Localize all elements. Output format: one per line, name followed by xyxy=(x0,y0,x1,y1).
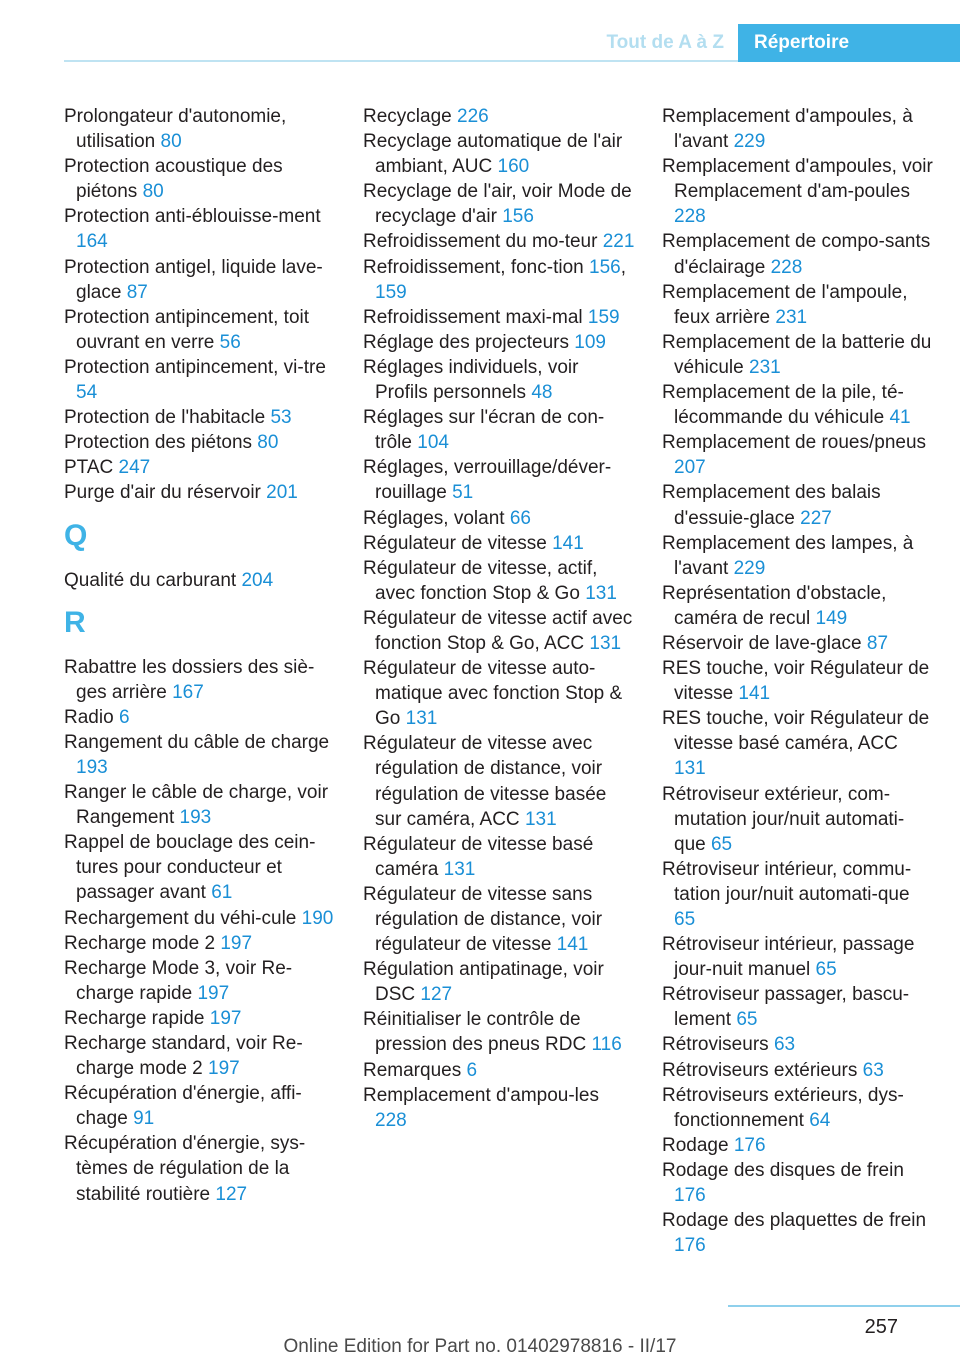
page-number-rule xyxy=(728,1305,960,1307)
index-entry-text: Régulation antipatinage, voir DSC xyxy=(363,959,604,1006)
page-link[interactable]: 201 xyxy=(266,482,298,504)
index-entry-text: Réglages, verrouillage/déver‐rouillage xyxy=(363,457,612,504)
index-entry-text: Remplacement de compo‐sants d'éclairage xyxy=(662,231,931,278)
index-entry xyxy=(662,104,934,154)
index-entry-text: Recharge rapide xyxy=(64,1007,205,1029)
index-entry xyxy=(64,1006,336,1031)
page-link[interactable]: 228 xyxy=(375,1109,407,1131)
page-link[interactable]: 231 xyxy=(775,306,808,328)
index-entry xyxy=(662,154,934,229)
index-entry-text: Rétroviseur intérieur, passage jour-nuit manuel xyxy=(662,934,915,981)
page-link[interactable]: 228 xyxy=(770,256,803,278)
page-link[interactable]: 156 xyxy=(589,256,621,278)
index-entry-text: Recharge mode 2 xyxy=(64,932,216,954)
index-entry xyxy=(64,255,336,305)
page-link[interactable]: 131 xyxy=(405,708,438,730)
index-entry-text: RES touche, voir Régulateur de vitesse basé caméra, ACC xyxy=(662,708,930,755)
index-entry-text: Régulateur de vitesse auto‐matique avec fonction Stop & Go xyxy=(363,658,623,730)
section-letter: R xyxy=(64,605,86,639)
index-entry-text: Remplacement d'ampoules, à l'avant xyxy=(662,106,913,153)
index-entry-text: Remplacement de la pile, té‐lécommande du véhicule xyxy=(662,382,904,429)
index-entry-text: Réservoir de lave-glace xyxy=(662,632,862,654)
index-entry xyxy=(363,229,635,254)
index-entry xyxy=(64,705,336,730)
footer-edition: Online Edition for Part no. 01402978816 - II/17 xyxy=(283,1336,677,1357)
index-entry-text: Remplacement de l'ampoule, feux arrière xyxy=(662,281,908,328)
index-entry-text: Protection antipincement, toit ouvrant en verre xyxy=(64,306,310,353)
page-link[interactable]: 63 xyxy=(862,1059,884,1081)
index-entry-text: Régulateur de vitesse sans régulation de distance, voir régulateur de vitesse xyxy=(363,883,603,956)
index-entry xyxy=(64,780,336,830)
page-link[interactable]: 87 xyxy=(866,632,889,654)
page-link[interactable]: 65 xyxy=(736,1009,758,1031)
page-link[interactable]: 131 xyxy=(524,808,557,830)
index-entry-text: RES touche, voir Régulateur de vitesse xyxy=(662,658,930,705)
index-entry-text: Régulateur de vitesse avec régulation de distance, voir régulation de vitesse basée sur caméra, ACC xyxy=(363,733,607,830)
index-entry xyxy=(363,305,635,330)
page-link[interactable]: 228 xyxy=(674,206,706,228)
index-entry-text: Régulateur de vitesse basé caméra xyxy=(363,833,594,880)
index-entry-text: Régulateur de vitesse, actif, avec fonction Stop & Go xyxy=(363,557,598,604)
index-entry-text: Rodage xyxy=(662,1134,729,1156)
index-entry xyxy=(64,830,336,905)
page-link[interactable]: 231 xyxy=(749,356,781,378)
index-entry-text: Remplacement des lampes, à l'avant xyxy=(662,532,914,579)
index-entry: Refroidissement, fonc‐tion 156, 159 xyxy=(363,256,626,303)
index-entry xyxy=(64,568,336,593)
page-link[interactable]: 176 xyxy=(674,1185,706,1207)
index-entry xyxy=(662,531,934,581)
index-entry-text: Protection acoustique des piétons xyxy=(64,156,283,203)
page-link[interactable]: 141 xyxy=(556,934,589,956)
page-link[interactable]: 131 xyxy=(443,858,476,880)
index-entry xyxy=(662,229,934,279)
index-entry xyxy=(64,931,336,956)
index-entry-text: Rangement du câble de charge xyxy=(64,731,330,753)
page-link[interactable]: 156 xyxy=(502,206,534,228)
page-link[interactable]: 104 xyxy=(417,432,449,454)
index-entry-text: Protection de l'habitacle xyxy=(64,407,266,429)
page-link[interactable]: 80 xyxy=(142,181,164,203)
index-column-1 xyxy=(64,104,336,1207)
page-link[interactable]: 61 xyxy=(211,882,233,904)
index-entry xyxy=(662,1208,934,1258)
index-entry xyxy=(363,531,635,556)
page-link[interactable]: 204 xyxy=(241,569,274,591)
index-entry-text: PTAC xyxy=(64,457,114,479)
page-link[interactable]: 141 xyxy=(552,532,584,554)
page-link[interactable]: 229 xyxy=(733,557,766,579)
page-link[interactable]: 227 xyxy=(800,507,832,529)
page-link[interactable]: 159 xyxy=(375,281,407,303)
index-column-3 xyxy=(662,104,934,1258)
index-entry-text: Remplacement d'ampoules, voir Remplacement d'am‐poules xyxy=(662,156,933,203)
index-entry xyxy=(363,1007,635,1057)
index-entry-text: Rétroviseur intérieur, commu‐tation jour/nuit automati‐que xyxy=(662,858,912,905)
index-entry xyxy=(363,731,635,831)
page-link[interactable]: 109 xyxy=(574,331,606,353)
page-link[interactable]: 131 xyxy=(589,632,622,654)
page-link[interactable]: 160 xyxy=(497,156,530,178)
index-entry xyxy=(64,430,336,455)
index-entry xyxy=(64,104,336,154)
header-tabs xyxy=(592,24,960,62)
index-entry xyxy=(64,655,336,705)
index-entry-text: Protection des piétons xyxy=(64,432,253,454)
index-entry-text: Récupération d'énergie, sys‐tèmes de régulation de la stabilité routière xyxy=(64,1133,306,1205)
page-link[interactable]: 176 xyxy=(733,1134,766,1156)
page-link[interactable]: 53 xyxy=(270,407,292,429)
page-link[interactable]: 176 xyxy=(674,1235,706,1257)
index-entry-text: Réglages sur l'écran de con‐trôle xyxy=(363,407,605,454)
page-link[interactable]: 221 xyxy=(602,231,635,253)
index-entry-text: Représentation d'obstacle, caméra de recul xyxy=(662,582,887,629)
index-entry xyxy=(662,581,934,631)
page-link[interactable]: 56 xyxy=(219,331,241,353)
index-entry-text: Réglages individuels, voir Profils personnels xyxy=(363,356,579,404)
index-entry xyxy=(662,932,934,982)
page-link[interactable]: 164 xyxy=(76,231,108,253)
index-entry-text: Remarques xyxy=(363,1059,462,1081)
index-entry xyxy=(363,1058,635,1083)
page-link[interactable]: 41 xyxy=(889,407,911,429)
page-link[interactable]: 197 xyxy=(197,982,230,1004)
index-entry xyxy=(363,957,635,1007)
index-entry xyxy=(64,1081,336,1131)
index-entry xyxy=(64,906,336,931)
index-entry-text: Remplacement de roues/pneus xyxy=(662,432,927,454)
index-entry xyxy=(64,730,336,780)
index-entry xyxy=(363,656,635,731)
index-entry xyxy=(363,179,635,229)
index-entry-text: Recyclage xyxy=(363,106,452,127)
page-link[interactable]: 141 xyxy=(738,683,771,705)
page-link[interactable]: 193 xyxy=(179,807,212,829)
index-entry xyxy=(363,1083,635,1133)
index-entry xyxy=(64,355,336,405)
page-link[interactable]: 64 xyxy=(809,1109,831,1131)
page-link[interactable]: 87 xyxy=(126,281,148,303)
index-entry xyxy=(662,380,934,430)
index-entry-text: Recharge standard, voir Re‐charge mode 2 xyxy=(64,1033,303,1080)
index-entry-text: Rodage des plaquettes de frein xyxy=(662,1210,927,1232)
index-entry xyxy=(363,832,635,882)
index-entry xyxy=(662,782,934,857)
index-entry xyxy=(662,280,934,330)
index-entry xyxy=(64,956,336,1006)
index-entry xyxy=(662,656,934,706)
index-entry-text: Recharge Mode 3, voir Re‐charge rapide xyxy=(64,957,293,1004)
page-link[interactable]: 51 xyxy=(452,482,474,504)
index-entry-text: Rétroviseurs xyxy=(662,1034,769,1056)
index-entry-text: Réinitialiser le contrôle de pression des pneus RDC xyxy=(363,1009,587,1056)
index-entry-text: Remplacement d'ampou‐les xyxy=(363,1084,599,1106)
index-entry xyxy=(363,556,635,606)
page-link[interactable]: 63 xyxy=(773,1034,796,1056)
index-entry xyxy=(662,857,934,932)
index-entry-text: Protection antigel, liquide lave-glace xyxy=(64,256,323,303)
index-entry-text: Rodage des disques de frein xyxy=(662,1159,904,1181)
index-entry xyxy=(363,330,635,355)
index-entry xyxy=(363,355,635,405)
index-entry xyxy=(64,455,336,480)
index-entry xyxy=(662,1058,934,1083)
index-entry xyxy=(363,506,635,531)
index-column-2 xyxy=(363,104,635,1133)
index-entry xyxy=(363,405,635,455)
page-link[interactable]: 48 xyxy=(531,382,553,404)
page-link[interactable]: 197 xyxy=(208,1058,240,1080)
page-link[interactable]: 116 xyxy=(591,1034,622,1056)
page-link[interactable]: 167 xyxy=(172,681,204,703)
index-entry xyxy=(662,631,934,656)
index-entry xyxy=(64,204,336,254)
page-link[interactable]: 6 xyxy=(118,706,130,728)
page-link[interactable]: 149 xyxy=(815,607,848,629)
page-link[interactable]: 80 xyxy=(160,131,182,153)
index-entry xyxy=(64,1131,336,1206)
header-section-tab[interactable]: Tout de A à Z xyxy=(606,32,724,53)
page-link[interactable]: 197 xyxy=(220,932,253,954)
index-entry xyxy=(64,305,336,355)
page-link[interactable]: 127 xyxy=(420,984,453,1006)
page-link[interactable]: 229 xyxy=(733,131,766,153)
section-letter: Q xyxy=(64,518,88,552)
page-link[interactable]: 159 xyxy=(587,306,620,328)
page-number: 257 xyxy=(864,1316,898,1338)
page-link[interactable]: 65 xyxy=(674,909,696,930)
index-entry-text: Prolongateur d'autonomie, utilisation xyxy=(64,106,287,153)
page-link[interactable]: 131 xyxy=(674,758,706,780)
index-entry-text: Réglage des projecteurs xyxy=(363,331,569,353)
index-entry xyxy=(662,706,934,781)
index-entry xyxy=(64,1031,336,1081)
index-entry xyxy=(662,982,934,1032)
index-entry-text: Rabattre les dossiers des siè‐ges arrière xyxy=(64,656,315,703)
page-link[interactable]: 190 xyxy=(301,907,334,929)
index-entry xyxy=(64,480,336,505)
index-entry-text: Récupération d'énergie, affi‐chage xyxy=(64,1083,302,1130)
index-entry-text: Rétroviseur passager, bascu‐lement xyxy=(662,984,910,1031)
index-entry xyxy=(64,405,336,430)
index-entry-text: Rechargement du véhi‐cule xyxy=(64,907,297,929)
index-entry xyxy=(363,104,635,129)
index-entry-text: Recyclage de l'air, voir Mode de recyclage d'air xyxy=(363,181,632,228)
index-entry-text: Protection anti-éblouisse‐ment xyxy=(64,206,321,228)
index-entry-text: Régulateur de vitesse xyxy=(363,532,547,554)
index-entry-text: Protection antipincement, vi‐tre xyxy=(64,356,326,378)
index-entry xyxy=(662,1158,934,1208)
page-link[interactable]: 207 xyxy=(674,457,706,479)
index-entry-text: Rétroviseurs extérieurs xyxy=(662,1059,858,1081)
page-link[interactable]: 131 xyxy=(585,582,617,604)
index-entry-text: Refroidissement du mo‐teur xyxy=(363,231,598,253)
index-entry xyxy=(64,154,336,204)
index-entry xyxy=(662,330,934,380)
index-entry xyxy=(662,1133,934,1158)
index-entry-text: Refroidissement, fonc‐tion xyxy=(363,256,584,278)
index-entry xyxy=(662,430,934,480)
index-entry-text: Refroidissement maxi‐mal xyxy=(363,306,583,328)
page-link[interactable]: 6 xyxy=(466,1059,478,1081)
page-link[interactable]: 54 xyxy=(76,382,98,404)
index-entry xyxy=(363,129,635,179)
index-entry-text: Rappel de bouclage des cein‐tures pour conducteur et passager avant xyxy=(64,832,316,904)
index-entry-text: Rétroviseurs extérieurs, dys‐fonctionnement xyxy=(662,1084,904,1131)
page-link[interactable]: 65 xyxy=(815,959,837,981)
page-link[interactable]: 66 xyxy=(509,507,531,529)
index-entry-text: Qualité du carburant xyxy=(64,569,237,591)
index-entry-text: Remplacement de la batterie du véhicule xyxy=(662,331,932,378)
page-link[interactable]: 65 xyxy=(710,833,733,855)
index-entry xyxy=(363,606,635,656)
index-entry-text: Régulateur de vitesse actif avec fonction Stop & Go, ACC xyxy=(363,607,633,654)
index-entry-text: Remplacement des balais d'essuie-glace xyxy=(662,482,881,529)
page-link[interactable]: 197 xyxy=(209,1007,242,1029)
page-link[interactable]: 247 xyxy=(118,457,151,479)
index-entry xyxy=(363,882,635,957)
index-entry-text: Rétroviseur extérieur, com‐mutation jour/nuit automati‐que xyxy=(662,783,905,855)
index-entry xyxy=(662,480,934,530)
page-link[interactable]: 127 xyxy=(215,1183,248,1205)
page-link[interactable]: 226 xyxy=(457,106,489,127)
index-entry-text: Purge d'air du réservoir xyxy=(64,482,261,504)
index-entry-text: Ranger le câble de charge, voir Rangement xyxy=(64,782,329,829)
header-chapter-tab[interactable]: Répertoire xyxy=(738,24,960,62)
page-link[interactable]: 91 xyxy=(133,1108,155,1130)
index-entry xyxy=(662,1083,934,1133)
index-entry-text: Réglages, volant xyxy=(363,507,505,529)
index-entry xyxy=(662,1032,934,1057)
index-entry xyxy=(363,455,635,505)
page-link[interactable]: 80 xyxy=(257,432,279,454)
page-link[interactable]: 193 xyxy=(76,756,108,778)
index-entry-text: Radio xyxy=(64,706,114,728)
index-entry-text: Recyclage automatique de l'air ambiant, AUC xyxy=(363,131,623,178)
